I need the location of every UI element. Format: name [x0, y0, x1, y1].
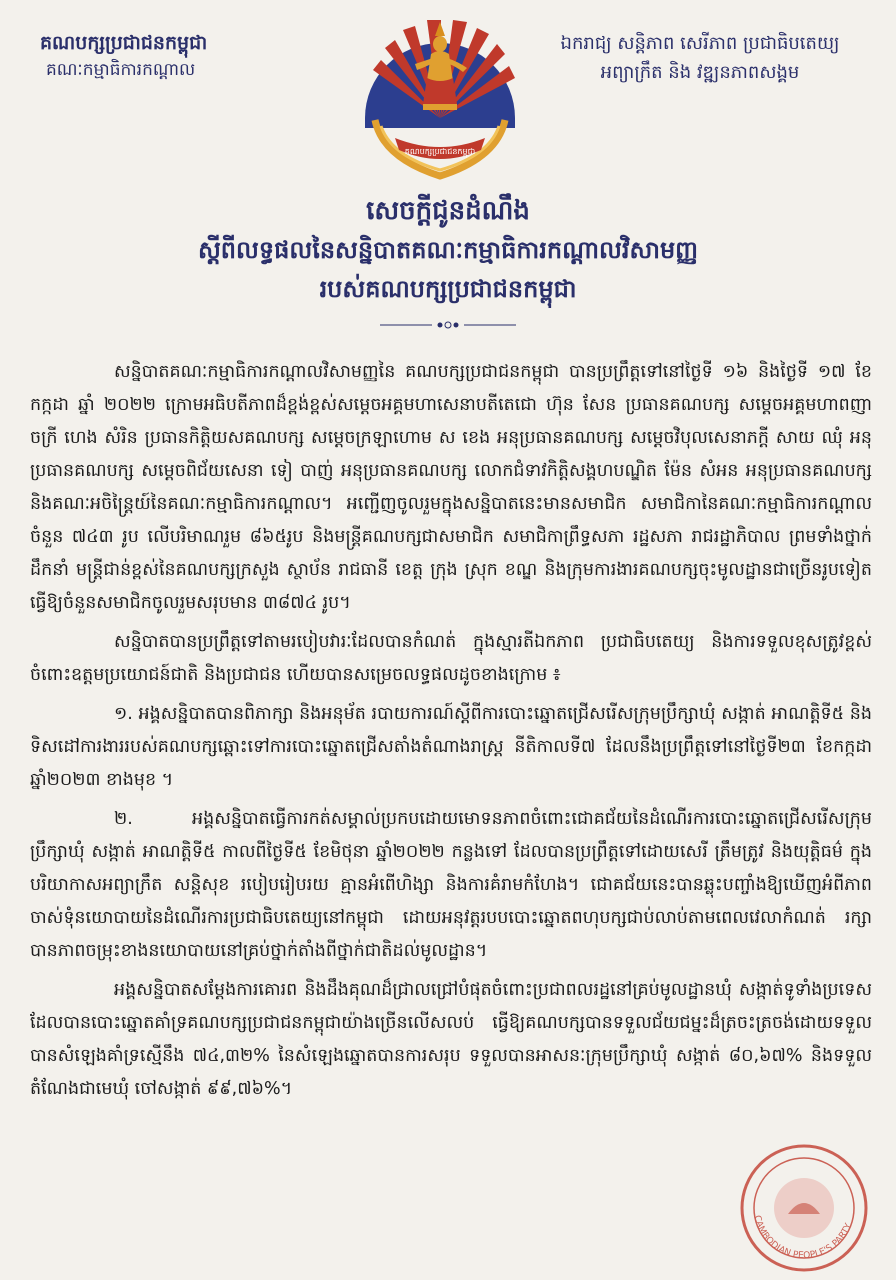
party-emblem-logo	[355, 8, 525, 188]
party-name: គណបក្សប្រជាជនកម្ពុជា	[40, 32, 208, 54]
header-left	[40, 30, 300, 84]
emblem-banner-text: គណបក្សប្រជាជនកម្ពុជា	[404, 147, 476, 156]
official-seal-stamp	[738, 1142, 870, 1274]
document-title	[0, 192, 896, 308]
paragraph-1: សន្និបាតគណៈកម្មាធិការកណ្តាលវិសាមញ្ញនៃ គណបក្សប្រជាជនកម្ពុជា បានប្រព្រឹត្តទៅនៅថ្ងៃទី ១៦ និងថ្ងៃទី ១៧ ខែកក្កដា ឆ្នាំ ២០២២ ក្រោមអធិបតីភាពដ៏ខ្ពង់ខ្ពស់សម្តេចអគ្គមហាសេនាបតីតេជោ ហ៊ុន សែន ប្រធានគណបក្ស សម្តេចអគ្គមហាពញាចក្រី ហេង សំរិន ប្រធានកិត្តិយសគណបក្ស សម្តេចក្រឡាហោម ស ខេង អនុប្រធានគណបក្ស សម្តេចវិបុលសេនាភក្តី សាយ ឈុំ អនុប្រធានគណបក្ស សម្តេចពិជ័យសេនា ទៀ បាញ់ អនុប្រធានគណបក្ស លោកជំទាវកិត្តិសង្គហបណ្ឌិត ម៉ែន សំអន អនុប្រធានគណបក្ស និងគណៈអចិន្ត្រៃយ៍នៃគណៈកម្មាធិការកណ្តាល។ អញ្ជើញចូលរួមក្នុងសន្និបាតនេះមានសមាជិក សមាជិកានៃគណៈកម្មាធិការកណ្តាលចំនួន ៧៤៣ រូប លើបរិមាណរួម ៨៦៥រូប និងមន្ត្រីគណបក្សជាសមាជិក សមាជិកាព្រឹទ្ធសភា រដ្ឋសភា រាជរដ្ឋាភិបាល ព្រមទាំងថ្នាក់ដឹកនាំ មន្ត្រីជាន់ខ្ពស់នៃគណបក្សក្រសួង ស្ថាប័ន រាជធានី ខេត្ត ក្រុង ស្រុក ខណ្ឌ និងក្រុមការងារគណបក្សចុះមូលដ្ឋានជាច្រើនរូបទៀត ធ្វើឱ្យចំនួនសមាជិកចូលរួមសរុបមាន ៣៨៧៤ រូប។	[30, 362, 872, 613]
paragraph-2: សន្និបាតបានប្រព្រឹត្តទៅតាមរបៀបវារៈដែលបានកំណត់ ក្នុងស្មារតីឯកភាព ប្រជាធិបតេយ្យ និងការទទួលខុសត្រូវខ្ពស់ចំពោះឧត្តមប្រយោជន៍ជាតិ និងប្រជាជន ហើយបានសម្រេចលទ្ធផលដូចខាងក្រោម ៖	[30, 632, 872, 685]
paragraph-5: អង្គសន្និបាតសម្តែងការគោរព និងដឹងគុណដ៏ជ្រាលជ្រៅបំផុតចំពោះប្រជាពលរដ្ឋនៅគ្រប់មូលដ្ឋានឃុំ សង្កាត់ទូទាំងប្រទេស ដែលបានបោះឆ្នោតគាំទ្រគណបក្សប្រជាជនកម្ពុជាយ៉ាងច្រើនលើសលប់ ធ្វើឱ្យគណបក្សបានទទួលជ័យជម្នះដ៏ត្រចះត្រចង់ដោយទទួលបានសំឡេងគាំទ្រស្មើនឹង ៧៤,៣២% នៃសំឡេងឆ្នោតបានការសរុប ទទួលបានអាសនៈក្រុមប្រឹក្សាឃុំ សង្កាត់ ៨០,៦៧% និងទទួលតំណែងជាមេឃុំ ចៅសង្កាត់ ៩៩,៧៦%។	[30, 980, 872, 1099]
seal-text: CAMBODIAN PEOPLE'S PARTY	[751, 1214, 854, 1262]
motto-line-2: អព្យាក្រឹត និង វឌ្ឍនភាពសង្គម	[600, 62, 800, 83]
document-body	[30, 356, 872, 1112]
paragraph-3: ១. អង្គសន្និបាតបានពិភាក្សា និងអនុម័ត របាយការណ៍ស្តីពីការបោះឆ្នោតជ្រើសរើសក្រុមប្រឹក្សាឃុំ សង្កាត់ អាណត្តិទី៥ និងទិសដៅការងាររបស់គណបក្សឆ្ពោះទៅការបោះឆ្នោតជ្រើសតាំងតំណាងរាស្ត្រ នីតិកាលទី៧ ដែលនឹងប្រព្រឹត្តទៅនៅថ្ងៃទី២៣ ខែកក្កដា ឆ្នាំ២០២៣ ខាងមុខ ។	[30, 704, 872, 790]
divider-ornament	[380, 320, 516, 330]
title-line-1: សេចក្តីជូនដំណឹង	[366, 196, 530, 226]
title-line-3: របស់គណបក្សប្រជាជនកម្ពុជា	[319, 275, 577, 303]
national-motto: ឯករាជ្យ សន្តិភាព សេរីភាព ប្រជាធិបតេយ្យ	[560, 33, 840, 54]
title-line-2: ស្តីពីលទ្ធផលនៃសន្និបាតគណៈកម្មាធិការកណ្តាលវិសាមញ្ញ	[197, 236, 699, 264]
header-right	[530, 30, 870, 88]
paragraph-4: ២. អង្គសន្និបាតធ្វើការកត់សម្គាល់ប្រកបដោយមោទនភាពចំពោះជោគជ័យនៃដំណើរការបោះឆ្នោតជ្រើសរើសក្រុមប្រឹក្សាឃុំ សង្កាត់ អាណត្តិទី៥ កាលពីថ្ងៃទី៥ ខែមិថុនា ឆ្នាំ២០២២ កន្លងទៅ ដែលបានប្រព្រឹត្តទៅដោយសេរី ត្រឹមត្រូវ និងយុត្តិធម៌ ក្នុងបរិយាកាសអព្យាក្រឹត សន្តិសុខ របៀបរៀបរយ គ្មានអំពើហិង្សា និងការគំរាមកំហែង។ ជោគជ័យនេះបានឆ្លុះបញ្ចាំងឱ្យឃើញអំពីភាពចាស់ទុំនយោបាយនៃដំណើរការប្រជាធិបតេយ្យនៅកម្ពុជា ដោយអនុវត្តរបបបោះឆ្នោតពហុបក្សជាប់លាប់តាមពេលវេលាកំណត់ រក្សាបានភាពចម្រុះខាងនយោបាយនៅគ្រប់ថ្នាក់តាំងពីថ្នាក់ជាតិដល់មូលដ្ឋាន។	[30, 809, 872, 961]
committee-name: គណៈកម្មាធិការកណ្តាល	[46, 60, 196, 80]
